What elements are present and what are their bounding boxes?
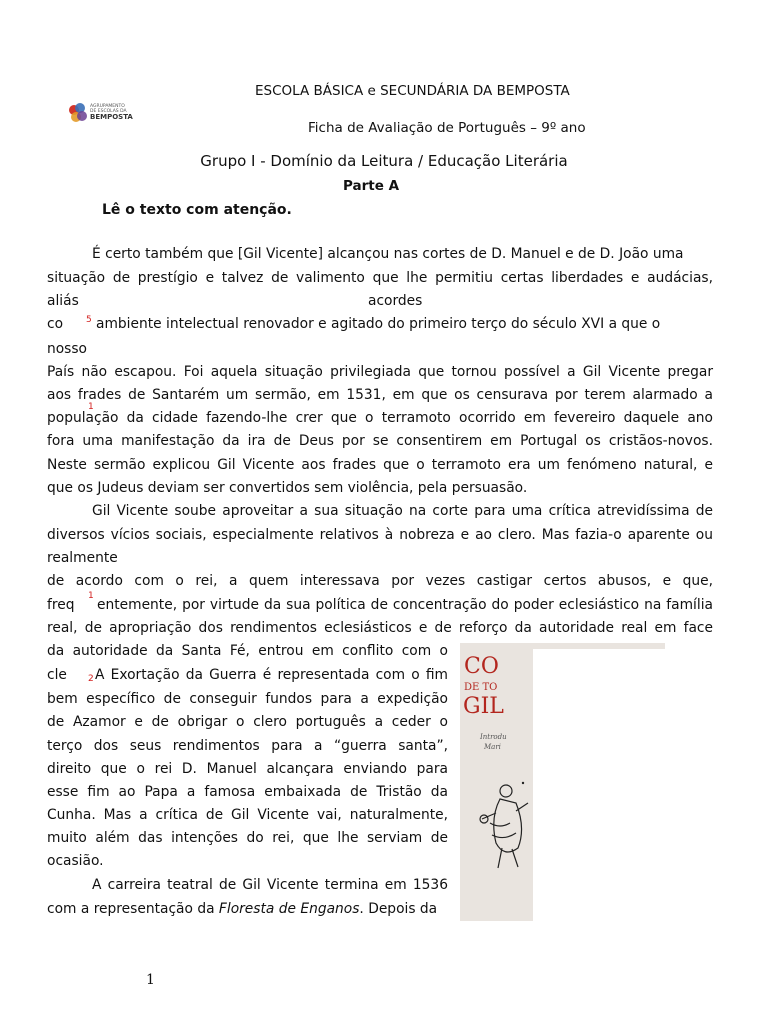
text-line: Neste sermão explicou Gil Vicente aos frades que o terramoto era um fenómeno natural, e — [47, 457, 713, 473]
book-title-1: CO — [464, 654, 499, 679]
book-subtitle-1: Introdu — [480, 733, 507, 741]
text-line: co — [47, 316, 64, 332]
part-heading: Parte A — [342, 178, 400, 194]
text-line: bem específico de conseguir fundos para a expedição — [47, 691, 448, 707]
logo-text-3: BEMPOSTA — [90, 113, 133, 121]
text-segment: . Depois da — [359, 901, 438, 917]
text-line: entemente, por virtude da sua política de concentração do poder eclesiástico na família — [97, 597, 713, 613]
footnote-mark: 2 — [88, 674, 94, 684]
logo-text-2: DE ESCOLAS DA — [90, 109, 127, 114]
text-line: realmente — [47, 550, 118, 566]
school-name: ESCOLA BÁSICA e SECUNDÁRIA DA BEMPOSTA — [255, 83, 570, 99]
text-line: A carreira teatral de Gil Vicente termina em 1536 — [92, 877, 448, 893]
text-line: que os Judeus deviam ser convertidos sem violência, pela persuasão. — [47, 480, 528, 496]
text-line: direito que o rei D. Manuel alcançara enviando para — [47, 761, 448, 777]
text-line — [47, 901, 437, 917]
text-line: Cunha. Mas a crítica de Gil Vicente vai, naturalmente, — [47, 807, 448, 823]
text-line: da autoridade da Santa Fé, entrou em conflito com o — [47, 643, 448, 659]
book-title-3: GIL — [463, 694, 504, 719]
text-line: real, de apropriação dos rendimentos eclesiásticos e de reforço da autoridade real em face — [47, 620, 713, 636]
book-cover-image — [460, 643, 533, 921]
text-line: cle — [47, 667, 67, 683]
text-line: freq — [47, 597, 75, 613]
text-line: esse fim ao Papa a famosa embaixada de Tristão da — [47, 784, 448, 800]
line-number-mark: 5 — [86, 315, 92, 325]
text-line: Gil Vicente soube aproveitar a sua situação na corte para uma crítica atrevidíssima de — [92, 503, 713, 519]
book-subtitle-2: Mari — [484, 743, 501, 751]
group-heading: Grupo I - Domínio da Leitura / Educação Literária — [200, 152, 568, 170]
text-line: situação de prestígio e talvez de valimento que lhe permitiu certas liberdades e audácias, — [47, 270, 713, 286]
school-logo — [66, 98, 160, 132]
text-line: muito além das intenções do rei, que lhe serviam de — [47, 830, 448, 846]
text-line: É certo também que [Gil Vicente] alcançou nas cortes de D. Manuel e de D. João uma — [92, 246, 684, 262]
image-strip — [533, 643, 665, 649]
text-segment: com a representação da — [47, 901, 215, 917]
logo-text-1: AGRUPAMENTO — [90, 104, 125, 109]
text-line: ocasião. — [47, 853, 104, 869]
text-line: ambiente intelectual renovador e agitado do primeiro terço do século XVI a que o — [96, 316, 661, 332]
woodcut-illustration — [480, 785, 528, 868]
play-title: Floresta de Enganos — [218, 901, 360, 917]
text-line: de Azamor e de obrigar o clero português a ceder o — [47, 714, 448, 730]
page-number: 1 — [146, 972, 155, 988]
text-line: diversos vícios sociais, especialmente relativos à nobreza e ao clero. Mas fazia-o aparente ou — [47, 527, 713, 543]
text-line: fora uma manifestação da ira de Deus por se consentirem em Portugal os cristãos-novos. — [47, 433, 713, 449]
text-line: população da cidade fazendo-lhe crer que o terramoto ocorrido em fevereiro daquele ano — [47, 410, 713, 426]
text-line: aliás — [47, 293, 79, 309]
worksheet-title: Ficha de Avaliação de Português – 9º ano — [308, 120, 586, 136]
text-line: País não escapou. Foi aquela situação privilegiada que tornou possível a Gil Vicente pregar — [47, 364, 713, 380]
text-line: aos frades de Santarém um sermão, em 1531, em que os censurava por terem alarmado a — [47, 387, 713, 403]
book-title-2: DE TO — [464, 682, 498, 693]
text-line: nosso — [47, 341, 88, 357]
text-line: acordes — [368, 293, 423, 309]
instruction: Lê o texto com atenção. — [102, 202, 292, 218]
footnote-mark: 1 — [88, 591, 94, 601]
text-line: terço dos seus rendimentos para a “guerra santa”, — [47, 738, 448, 754]
text-line: A Exortação da Guerra é representada com o fim — [95, 667, 448, 683]
footnote-mark: 1 — [88, 402, 94, 412]
text-line: de acordo com o rei, a quem interessava por vezes castigar certos abusos, e que, — [47, 573, 713, 589]
